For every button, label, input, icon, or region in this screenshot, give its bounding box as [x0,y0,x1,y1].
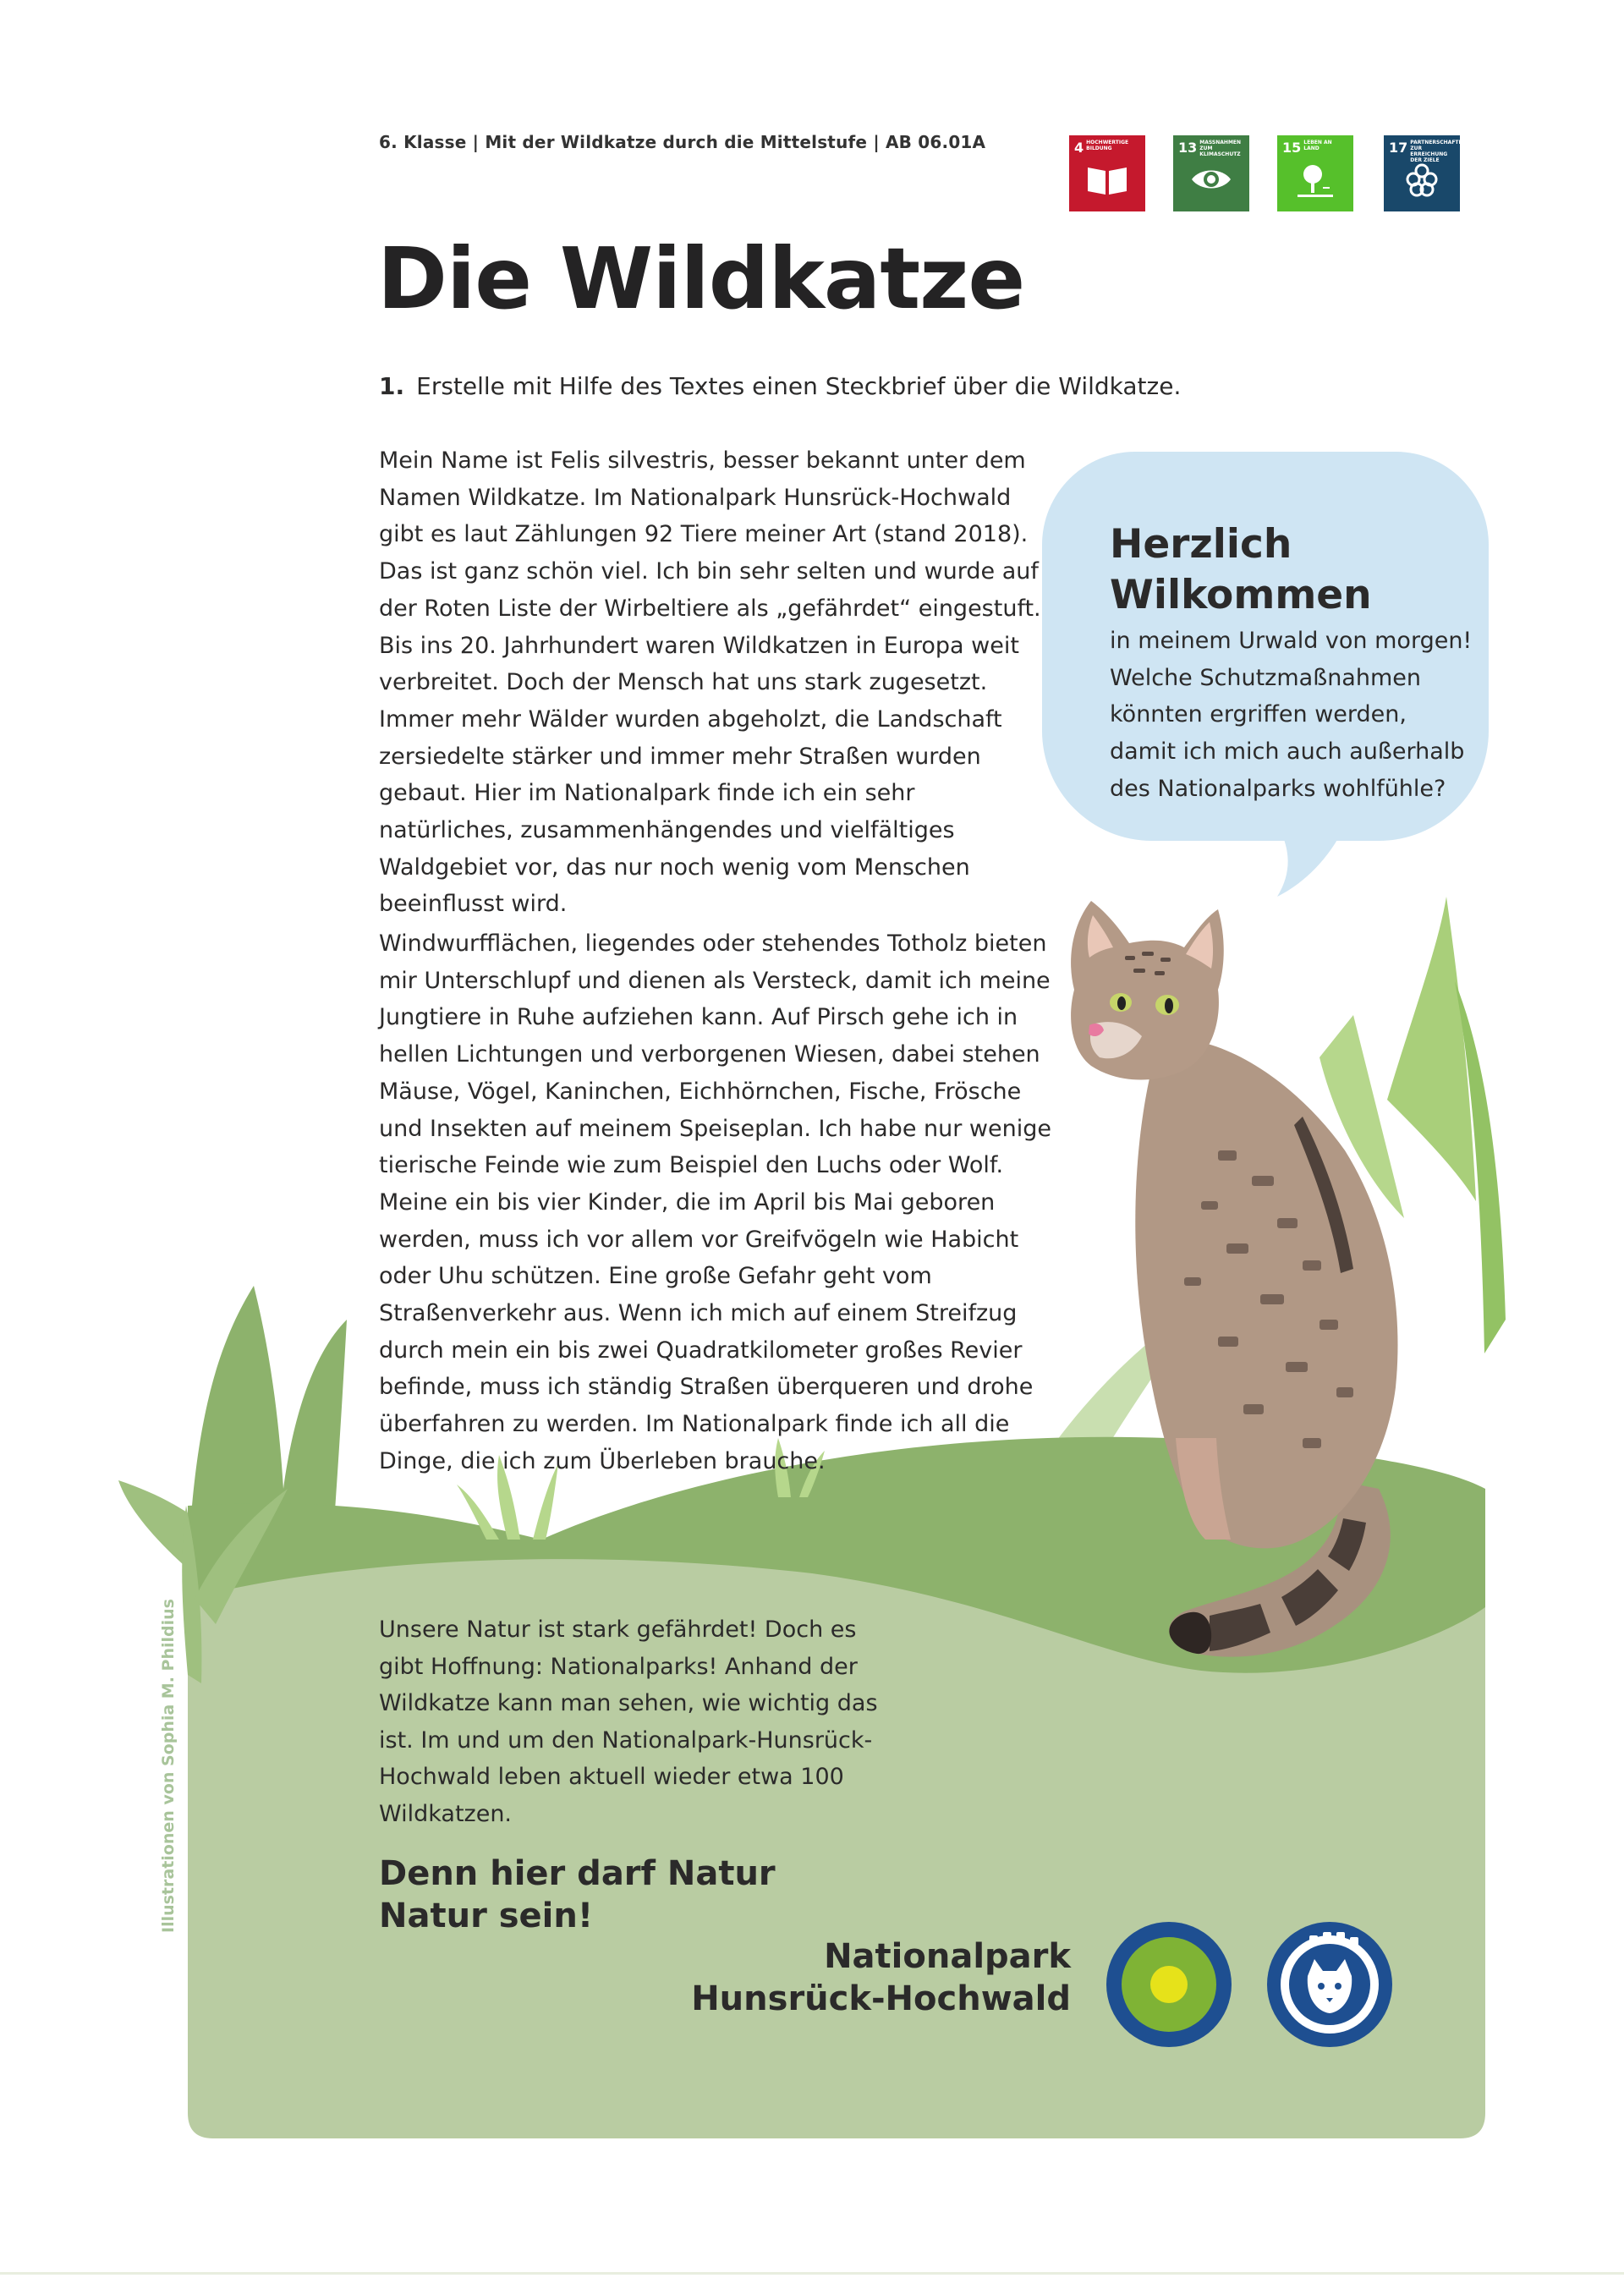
task-number: 1. [379,372,405,400]
park-name-line2: Hunsrück-Hochwald [691,1979,1071,2018]
bubble-heading-line2: Wilkommen [1110,572,1372,618]
national-park-logo [1105,1920,1233,2049]
wildcat-illustration [1049,897,1489,1683]
park-name-line1: Nationalpark [824,1937,1071,1976]
worksheet-header: 6. Klasse | Mit der Wildkatze durch die Mittelstufe | AB 06.01A [379,132,986,152]
sdg-label: MASSNAHMEN ZUM KLIMASCHUTZ [1199,140,1242,157]
sdg-number: 4 [1074,140,1084,156]
slogan [379,1853,776,1937]
sdg-4-badge [1069,135,1145,211]
sdg-number: 17 [1389,140,1408,156]
flower-icon [1401,162,1443,200]
slogan-line1: Denn hier darf Natur [379,1854,776,1893]
page-title: Die Wildkatze [377,229,1025,328]
wildcat-project-logo [1265,1920,1394,2049]
sdg-label: PARTNERSCHAFTEN ZUR ERREICHUNG DER ZIELE [1410,140,1467,163]
sdg-number: 15 [1282,140,1302,156]
paragraph-habitat: Windwurfflächen, liegendes oder stehendes Totholz bieten mir Unterschlupf und dienen als Versteck, damit ich meine Jungtiere in Ruhe aufziehen kann. Auf Pirsch gehe ich in hellen Lichtungen und verborgenen Wiesen, dabei stehen Mäuse, Vögel, Kaninchen, Eichhörnchen, Fische, Frösche und Insekten auf meinem Speiseplan. Ich habe nur wenige tierische Feinde wie zum Beispiel den Luchs oder Wolf. Meine ein bis vier Kinder, die im April bis Mai geboren werden, muss ich vor allem vor Greifvögeln wie Habicht oder Uhu schützen. Eine große Gefahr geht vom Straßenverkehr aus. Wenn ich mich auf einem Streifzug durch mein ein bis zwei Quadratkilometer großes Revier befinde, muss ich ständig Straßen überqueren und drohe überfahren zu werden. Im Nationalpark finde ich all die Dinge, die ich zum Überleben brauche. [379,930,1051,1474]
bubble-heading [1110,519,1372,621]
sdg-number: 13 [1178,140,1198,156]
sdg-label: LEBEN AN LAND [1303,140,1332,151]
bubble-heading-line1: Herzlich [1110,521,1292,568]
bubble-text: in meinem Urwald von morgen! Welche Schutzmaßnahmen könnten ergriffen werden, damit ich mich auch außerhalb des Nationalparks wohlfühle? [1110,628,1473,802]
conservation-text: Unsere Natur ist stark gefährdet! Doch es gibt Hoffnung: Nationalparks! Anhand der Wildkatze kann man sehen, wie wichtig das ist. Im und um den Nationalpark-Hunsrück-Hochwald leben aktuell wieder etwa 100 Wildkatzen. [379,1617,878,1827]
book-icon [1086,162,1128,196]
footer-divider [0,2272,1624,2275]
sdg-17-badge [1384,135,1467,211]
sdg-15-badge [1277,135,1353,211]
task-text: Erstelle mit Hilfe des Textes einen Steckbrief über die Wildkatze. [416,372,1182,400]
park-name [643,1935,1071,2020]
speech-bubble-tail [1260,804,1362,905]
tree-icon [1294,162,1336,200]
sdg-13-badge [1173,135,1249,211]
paragraph-intro: Mein Name ist Felis silvestris, besser bekannt unter dem Namen Wildkatze. Im Nationalpark Hunsrück-Hochwald gibt es laut Zählungen 92 Tiere meiner Art (stand 2018). Das ist ganz schön viel. Ich bin sehr selten und wurde auf der Roten Liste der Wirbeltiere als „gefährdet“ eingestuft. Bis ins 20. Jahrhundert waren Wildkatzen in Europa weit verbreitet. Doch der Mensch hat uns stark zugesetzt. Immer mehr Wälder wurden abgeholzt, die Landschaft zersiedelte stärker und immer mehr Straßen wurden gebaut. Hier im Nationalpark finde ich ein sehr natürliches, zusammenhängendes und vielfältiges Waldgebiet vor, das nur noch wenig vom Menschen beeinflusst wird. [379,447,1041,918]
eye-globe-icon [1190,162,1232,196]
task-instruction [379,372,1181,400]
slogan-line2: Natur sein! [379,1897,594,1935]
illustration-credit: Illustrationen von Sophia M. Phildius [159,1599,178,1933]
sdg-label: HOCHWERTIGE BILDUNG [1086,140,1129,151]
